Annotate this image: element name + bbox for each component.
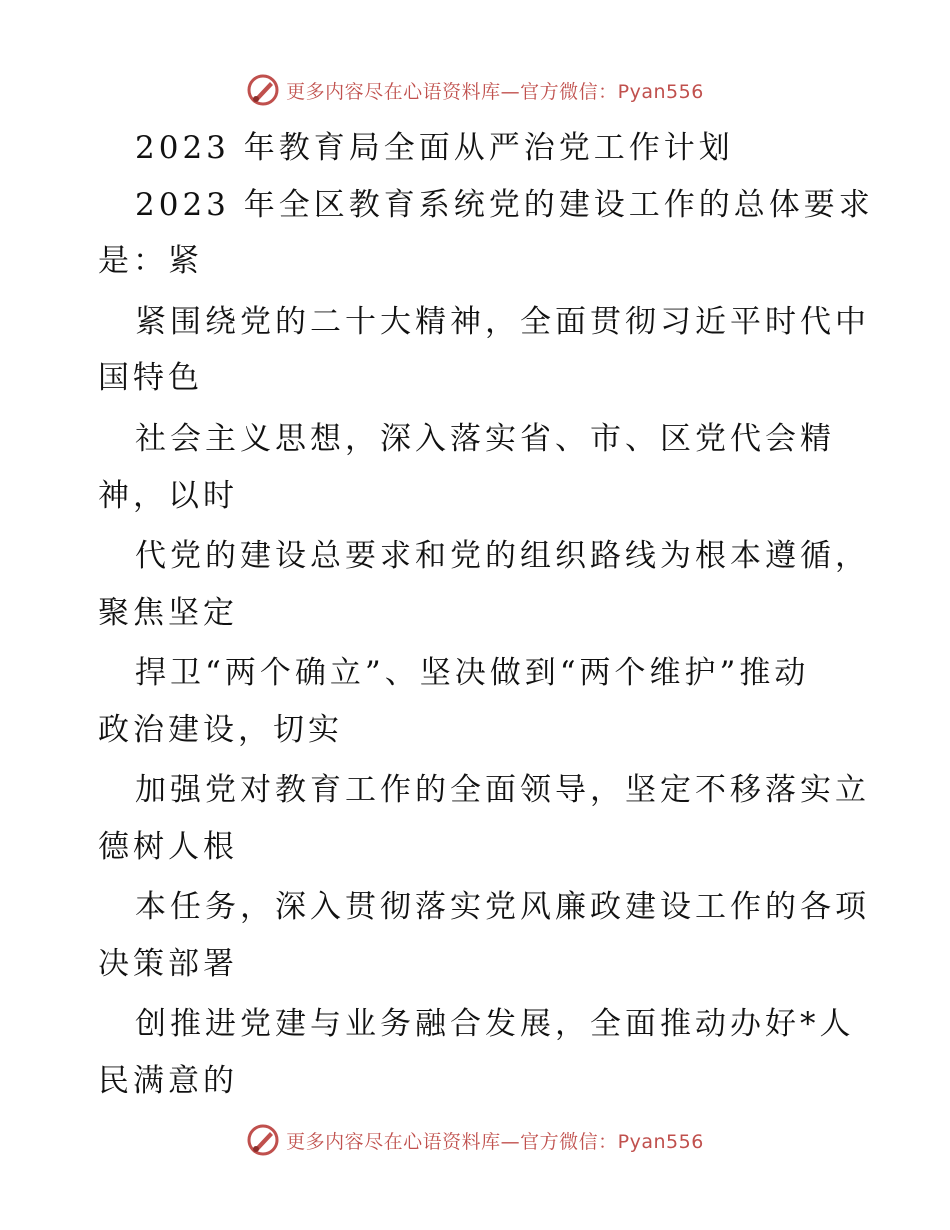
paragraph-line: 政治建设，切实: [98, 712, 343, 748]
paragraph-line: 创推进党建与业务融合发展，全面推动办好*人: [135, 1006, 855, 1042]
paragraph-line: 2023 年全区教育系统党的建设工作的总体要求: [135, 187, 874, 223]
footer-watermark: [0, 1120, 950, 1160]
brush-logo-icon: [246, 1123, 280, 1157]
paragraph-line: 紧围绕党的二十大精神，全面贯彻习近平时代中: [135, 304, 870, 340]
paragraph-line: 本任务，深入贯彻落实党风廉政建设工作的各项: [135, 889, 870, 925]
paragraph-line: 代党的建设总要求和党的组织路线为根本遵循，: [135, 538, 870, 574]
paragraph-line: 决策部署: [98, 946, 238, 982]
paragraph-line: 加强党对教育工作的全面领导，坚定不移落实立: [135, 772, 870, 808]
paragraph-line: 是：紧: [98, 243, 203, 279]
watermark-text: 更多内容尽在心语资料库—官方微信：Pyan556: [286, 80, 704, 103]
paragraph-line: 民满意的: [98, 1063, 238, 1099]
paragraph-line: 社会主义思想，深入落实省、市、区党代会精: [135, 421, 835, 457]
paragraph-line: 德树人根: [98, 829, 238, 865]
paragraph-line: 国特色: [98, 360, 203, 396]
paragraph-line: 聚焦坚定: [98, 595, 238, 631]
paragraph-line: 捍卫“两个确立”、坚决做到“两个维护”推动: [135, 655, 810, 691]
paragraph-line: 神，以时: [98, 478, 238, 514]
document-title: 2023 年教育局全面从严治党工作计划: [135, 130, 734, 166]
watermark-text: 更多内容尽在心语资料库—官方微信：Pyan556: [286, 1130, 704, 1153]
